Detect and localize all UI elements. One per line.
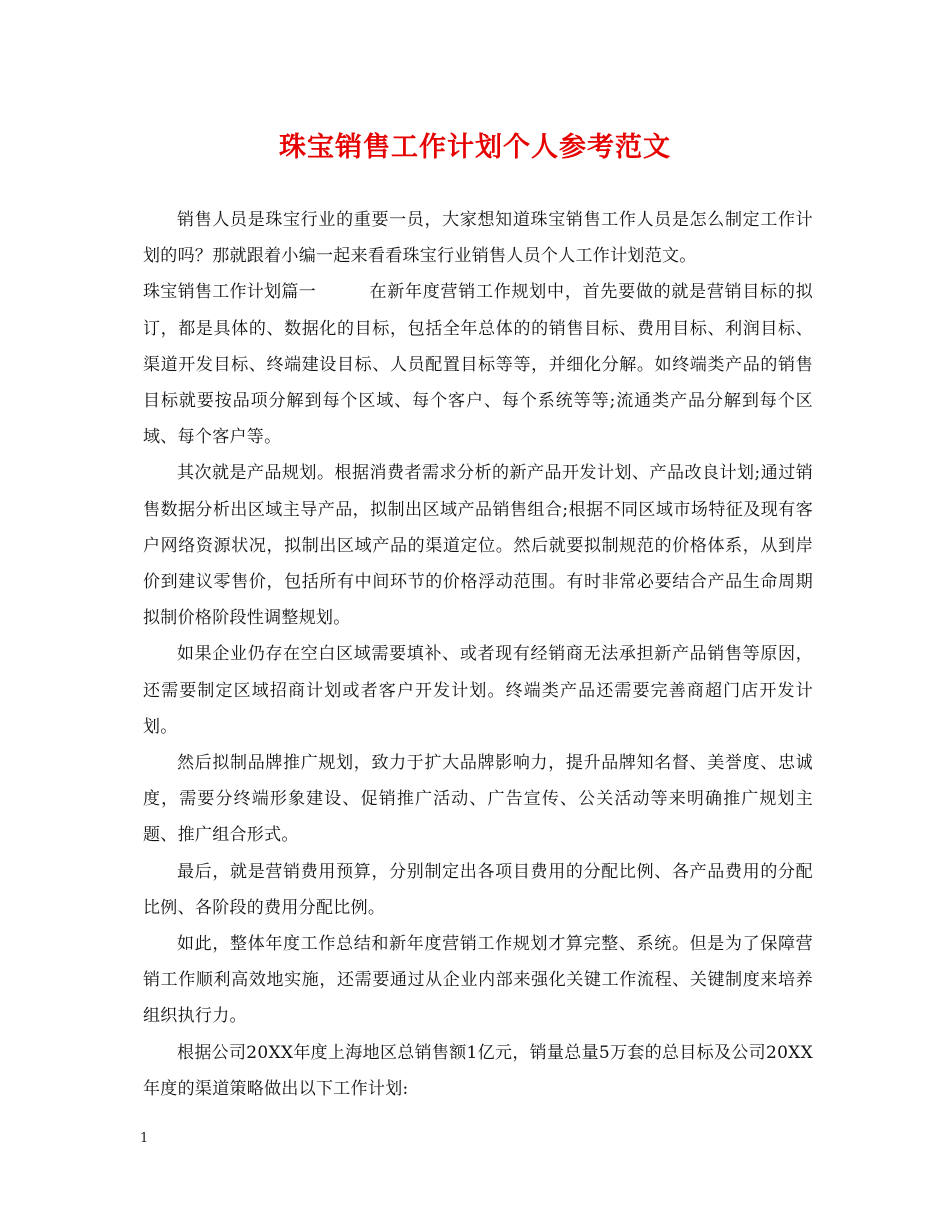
section-paragraph (143, 274, 813, 455)
paragraph-1-text: 在新年度营销工作规划中，首先要做的就是营销目标的拟订，都是具体的、数据化的目标，包括全年总体的的销售目标、费用目标、利润目标、渠道开发目标、终端建设目标、人员配置目标等等，并细化分解。如终端类产品的销售目标就要按品项分解到每个区域、每个客户、每个系统等等;流通类产品分解到每个区域、每个客户等。 (143, 282, 813, 448)
page-number: 1 (140, 1131, 149, 1146)
paragraph-6: 如此，整体年度工作总结和新年度营销工作规划才算完整、系统。但是为了保障营销工作顺利高效地实施，还需要通过从企业内部来强化关键工作流程、关键制度来培养组织执行力。 (143, 934, 813, 1027)
paragraph-4: 然后拟制品牌推广规划，致力于扩大品牌影响力，提升品牌知名督、美誉度、忠诚度，需要分终端形象建设、促销推广活动、广告宣传、公关活动等来明确推广规划主题、推广组合形式。 (143, 753, 813, 846)
intro-paragraph: 销售人员是珠宝行业的重要一员，大家想知道珠宝销售工作人员是怎么制定工作计划的吗？那就跟着小编一起来看看珠宝行业销售人员个人工作计划范文。 (143, 210, 813, 267)
paragraph-2: 其次就是产品规划。根据消费者需求分析的新产品开发计划、产品改良计划;通过销售数据分析出区域主导产品，拟制出区域产品销售组合;根据不同区域市场特征及现有客户网络资源状况，拟制出区域产品的渠道定位。然后就要拟制规范的价格体系，从到岸价到建议零售价，包括所有中间环节的价格浮动范围。有时非常必要结合产品生命周期拟制价格阶段性调整规划。 (143, 463, 813, 629)
paragraph-7: 根据公司20XX年度上海地区总销售额1亿元，销量总量5万套的总目标及公司20XX年度的渠道策略做出以下工作计划: (143, 1042, 813, 1099)
paragraph-5: 最后，就是营销费用预算，分别制定出各项目费用的分配比例、各产品费用的分配比例、各阶段的费用分配比例。 (143, 861, 813, 918)
section-label: 珠宝销售工作计划篇一 (143, 282, 316, 303)
paragraph-3: 如果企业仍存在空白区域需要填补、或者现有经销商无法承担新产品销售等原因，还需要制定区域招商计划或者客户开发计划。终端类产品还需要完善商超门店开发计划。 (143, 644, 813, 737)
document-title: 珠宝销售工作计划个人参考范文 (279, 132, 671, 163)
document-body (143, 202, 813, 1107)
